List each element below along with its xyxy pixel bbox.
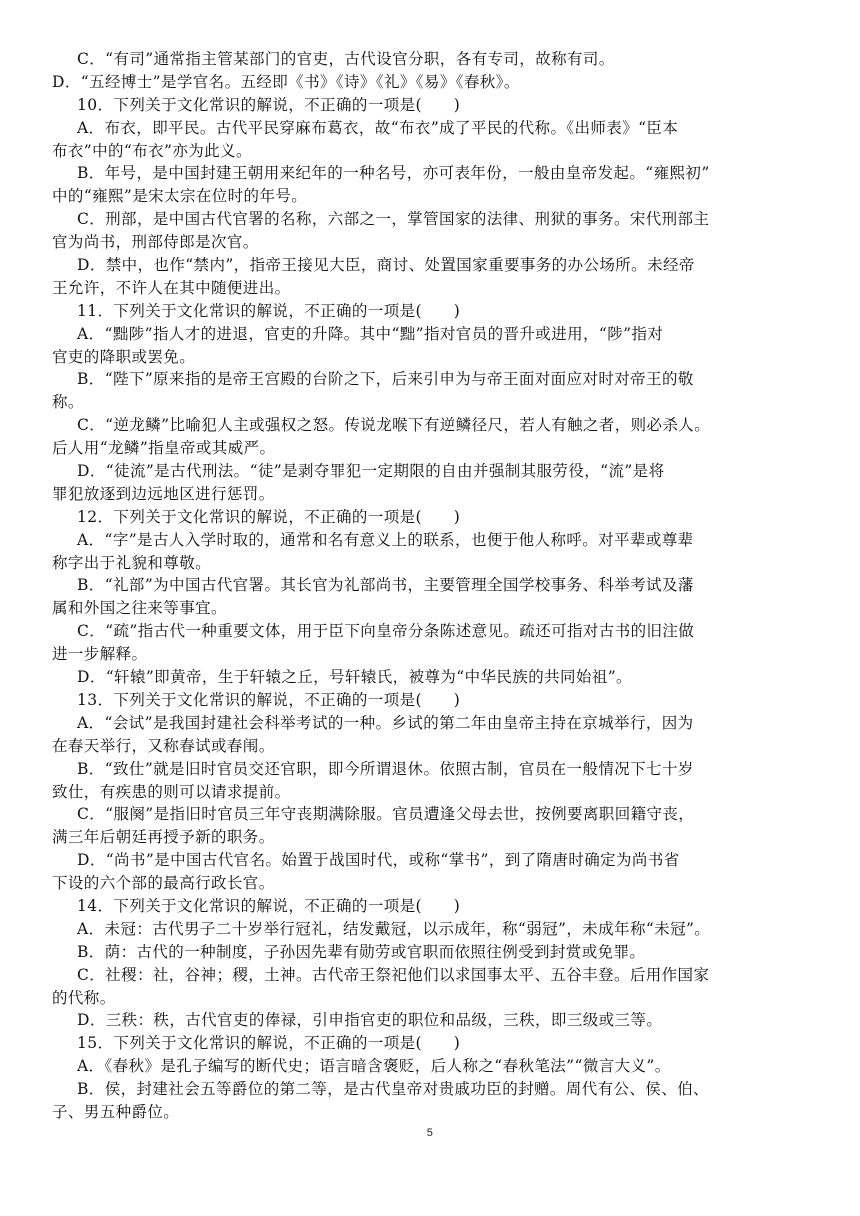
text-line: C．“有司”通常指主管某部门的官吏，古代设官分职，各有专司，故称有司。 bbox=[77, 50, 615, 68]
text-line: D．“轩辕”即黄帝，生于轩辕之丘，号轩辕氏，被尊为“中华民族的共同始祖”。 bbox=[77, 668, 632, 687]
text-line: A．“字”是古人入学时取的，通常和名有意义上的联系，也便于他人称呼。对平辈或尊辈 bbox=[77, 530, 694, 549]
text-line: D．“五经博士”是学官名。五经即《书》《诗》《礼》《易》《春秋》。 bbox=[52, 72, 520, 91]
text-line: 称字出于礼貌和尊敬。 bbox=[52, 553, 212, 572]
text-line: B．荫：古代的一种制度，子孙因先辈有勋劳或官职而依照往例受到封赏或免罪。 bbox=[77, 942, 646, 961]
text-line: C．“逆龙鳞”比喻犯人主或强权之怒。传说龙喉下有逆鳞径尺，若人有触之者，则必杀人。 bbox=[77, 416, 711, 435]
text-line: 官吏的降职或罢免。 bbox=[52, 347, 196, 366]
document-body bbox=[52, 48, 812, 1124]
text-line: 在春天举行，又称春试或春闱。 bbox=[52, 736, 275, 755]
text-line: 14．下列关于文化常识的解说，不正确的一项是( ) bbox=[77, 896, 461, 915]
text-line: C．刑部，是中国古代官署的名称，六部之一，掌管国家的法律、刑狱的事务。宋代刑部主 bbox=[77, 210, 710, 229]
text-line: C．“服阕”是指旧时官员三年守丧期满除服。官员遭逢父母去世，按例要离职回籍守丧， bbox=[77, 805, 695, 824]
text-line: A．“会试”是我国封建社会科举考试的一种。乡试的第二年由皇帝主持在京城举行，因为 bbox=[77, 713, 694, 732]
text-line: 满三年后朝廷再授予新的职务。 bbox=[52, 828, 275, 847]
text-line: 属和外国之往来等事宜。 bbox=[52, 599, 227, 618]
text-line: 布衣”中的“布衣”亦为此义。 bbox=[52, 141, 252, 160]
text-line: 后人用“龙鳞”指皇帝或其威严。 bbox=[52, 439, 276, 458]
text-line: A．布衣，即平民。古代平民穿麻布葛衣，故“布衣”成了平民的代称。《出师表》“臣本 bbox=[77, 118, 679, 137]
text-line: A．未冠：古代男子二十岁举行冠礼，结发戴冠，以示成年，称“弱冠”，未成年称“未冠”。 bbox=[77, 919, 711, 938]
text-line: 罪犯放逐到边远地区进行惩罚。 bbox=[52, 484, 275, 503]
text-line: B．“陛下”原来指的是帝王宫殿的台阶之下，后来引申为与帝王面对面应对时对帝王的敬 bbox=[77, 370, 694, 389]
text-line: B．“致仕”就是旧时官员交还官职，即今所谓退休。依照古制，官员在一般情况下七十岁 bbox=[77, 759, 694, 778]
text-line: 致仕，有疾患的则可以请求提前。 bbox=[52, 782, 291, 801]
text-line: B．年号，是中国封建王朝用来纪年的一种名号，亦可表年份，一般由皇帝发起。“雍熙初” bbox=[77, 164, 710, 183]
text-line: A．《春秋》是孔子编写的断代史；语言暗含褒贬，后人称之“春秋笔法”“微言大义”。 bbox=[77, 1057, 671, 1076]
page-number: 5 bbox=[426, 1127, 434, 1139]
text-line: C．“疏”指古代一种重要文体，用于臣下向皇帝分条陈述意见。疏还可指对古书的旧注做 bbox=[77, 622, 695, 641]
text-line: D．“尚书”是中国古代官名。始置于战国时代，或称“掌书”，到了隋唐时确定为尚书省 bbox=[77, 851, 680, 870]
text-line: D．禁中，也作“禁内”，指帝王接见大臣，商讨、处置国家重要事务的办公场所。未经帝 bbox=[77, 256, 695, 275]
text-line: 13．下列关于文化常识的解说，不正确的一项是( ) bbox=[77, 690, 461, 709]
text-line: 官为尚书，刑部侍郎是次官。 bbox=[52, 233, 259, 252]
text-line: A．“黜陟”指人才的进退，官吏的升降。其中“黜”指对官员的晋升或进用，“陟”指对 bbox=[77, 324, 664, 343]
text-line: B．“礼部”为中国古代官署。其长官为礼部尚书，主要管理全国学校事务、科举考试及藩 bbox=[77, 576, 694, 595]
text-line: 下设的六个部的最高行政长官。 bbox=[52, 874, 275, 893]
text-line: C．社稷：社，谷神；稷，土神。古代帝王祭祀他们以求国事太平、五谷丰登。后用作国家 bbox=[77, 965, 710, 984]
text-line: 11．下列关于文化常识的解说，不正确的一项是( ) bbox=[77, 301, 461, 320]
text-line: 称。 bbox=[52, 393, 84, 412]
text-line: B．侯，封建社会五等爵位的第二等，是古代皇帝对贵戚功臣的封赠。周代有公、侯、伯、 bbox=[77, 1080, 709, 1099]
text-line: 10．下列关于文化常识的解说，不正确的一项是( ) bbox=[77, 95, 461, 114]
text-line: 子、男五种爵位。 bbox=[52, 1102, 180, 1121]
text-line: 进一步解释。 bbox=[52, 645, 148, 664]
text-line: 12．下列关于文化常识的解说，不正确的一项是( ) bbox=[77, 507, 461, 526]
text-line: D．三秩：秩，古代官吏的俸禄，引申指官吏的职位和品级，三秩，即三级或三等。 bbox=[77, 1011, 663, 1030]
text-line: 的代称。 bbox=[52, 988, 116, 1007]
text-line: 王允许，不许人在其中随便进出。 bbox=[52, 278, 291, 297]
text-line: 15．下列关于文化常识的解说，不正确的一项是( ) bbox=[77, 1034, 461, 1053]
text-line: 中的“雍熙”是宋太宗在位时的年号。 bbox=[52, 187, 308, 206]
text-line: D．“徒流”是古代刑法。“徒”是剥夺罪犯一定期限的自由并强制其服劳役，“流”是将 bbox=[77, 462, 665, 481]
